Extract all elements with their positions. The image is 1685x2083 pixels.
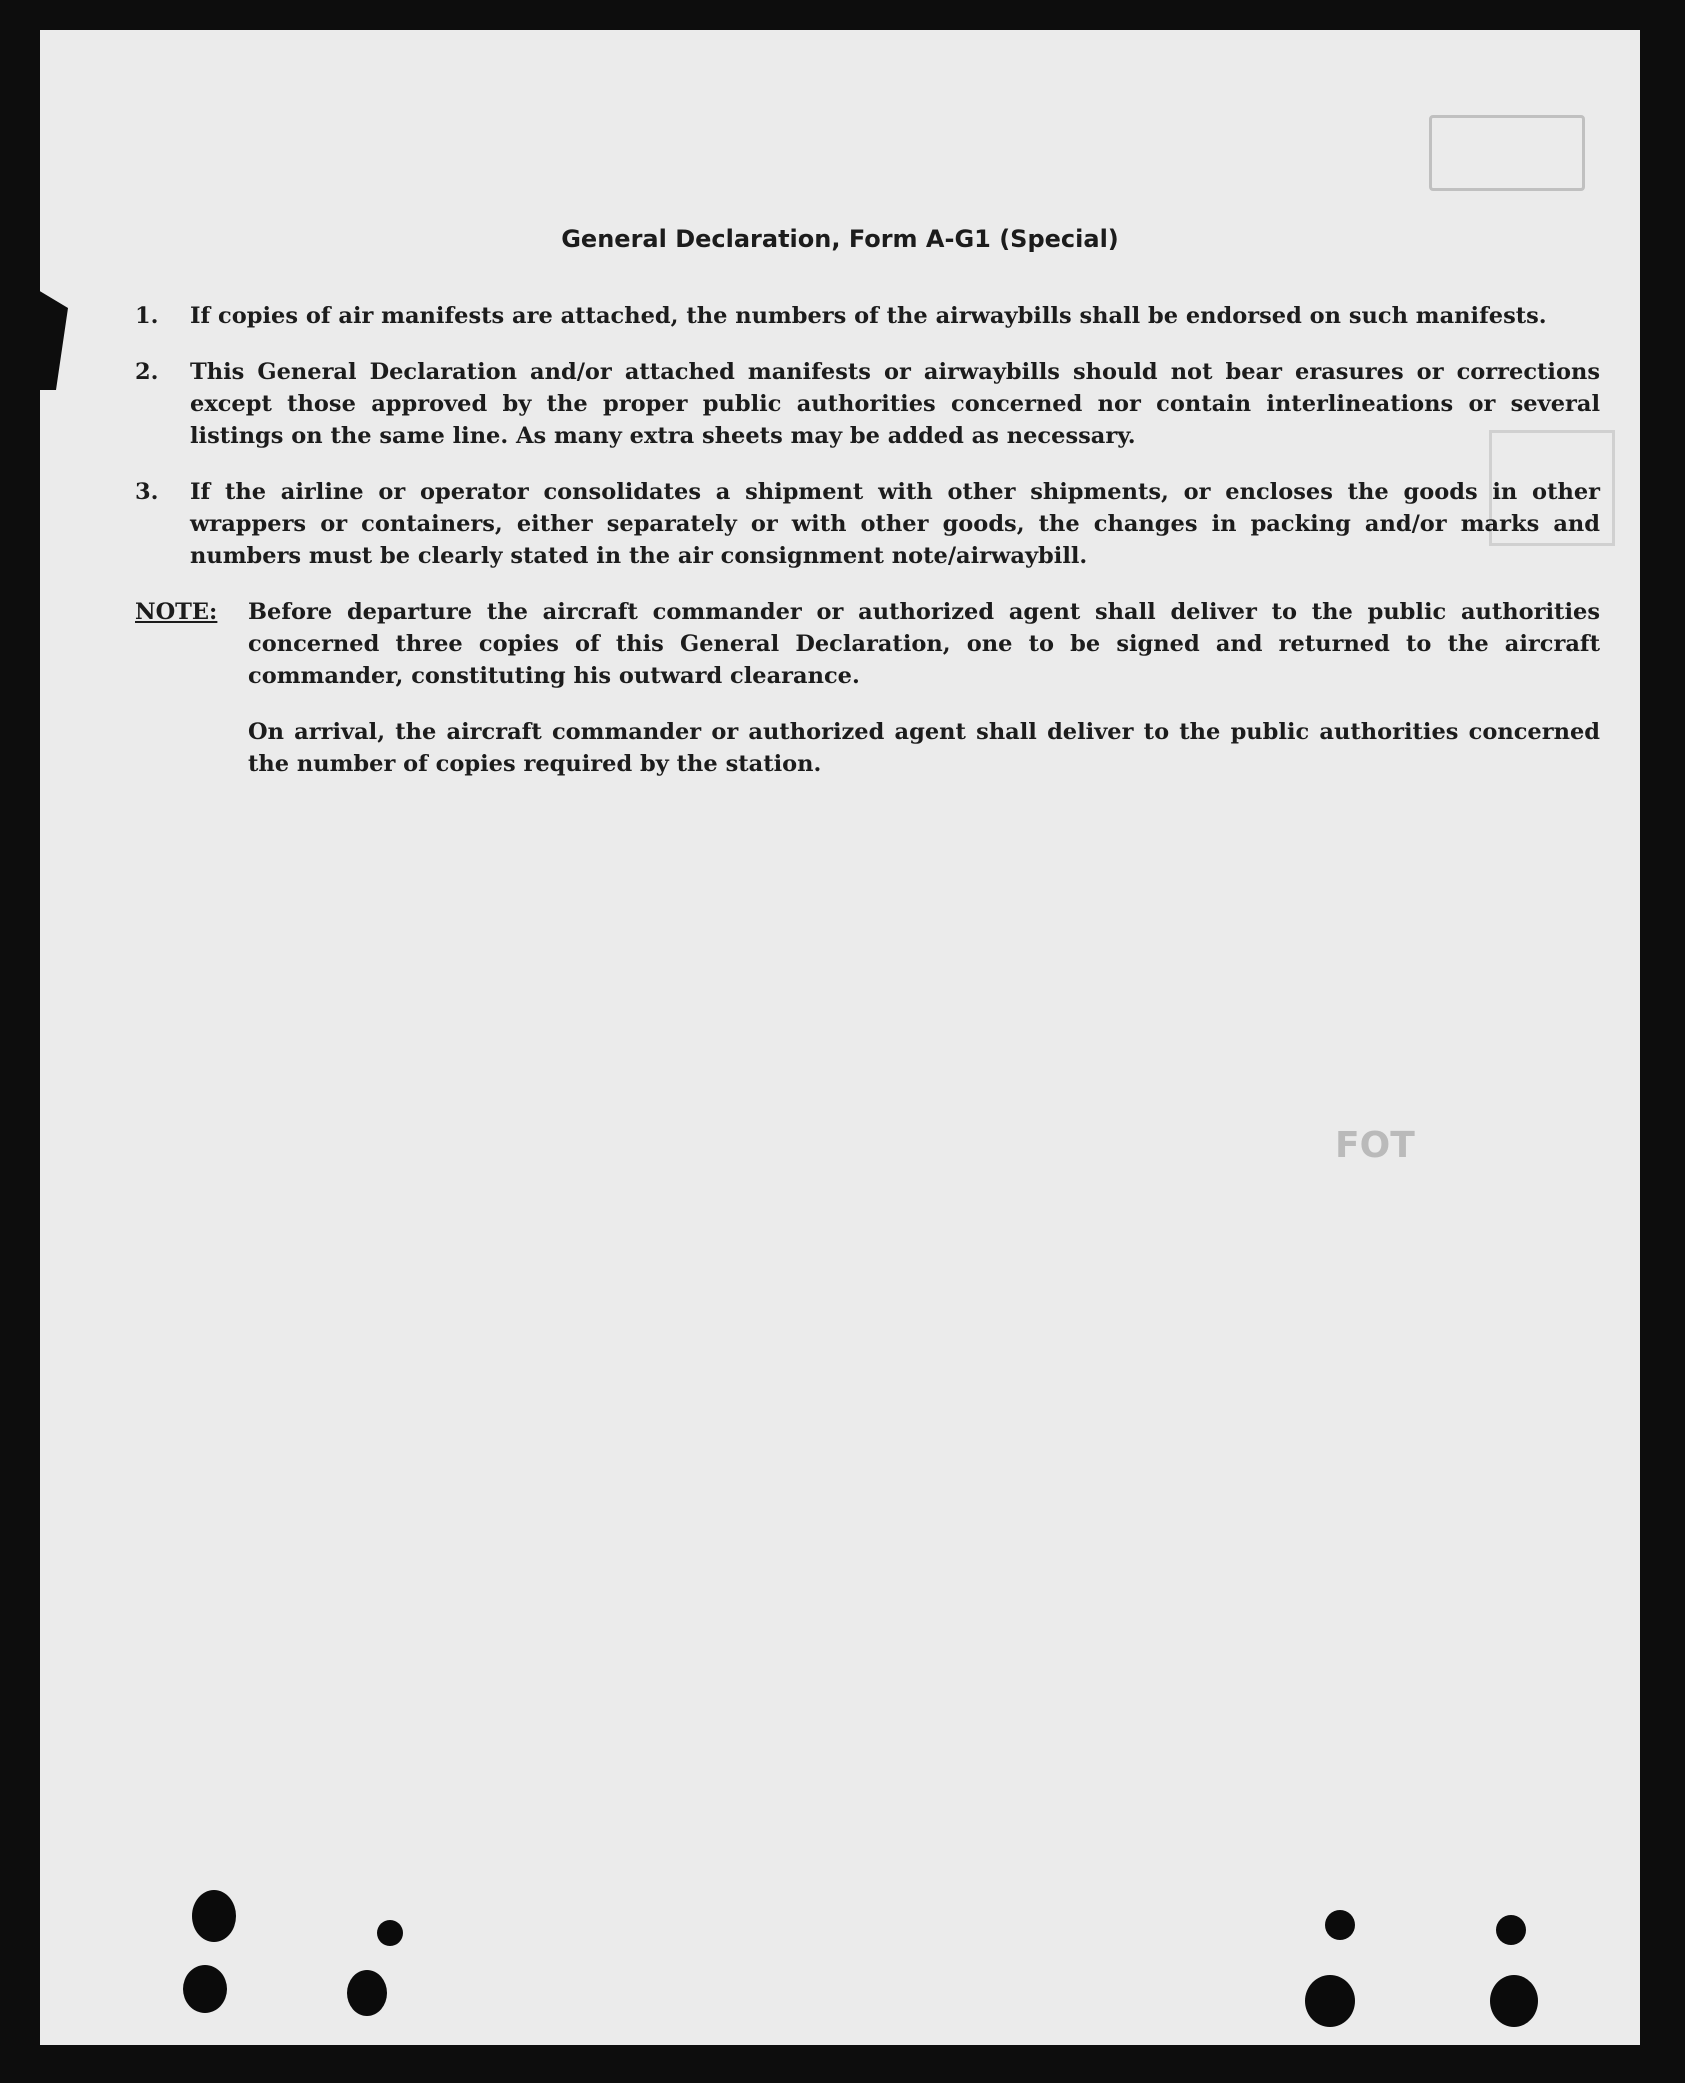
faded-stamp [1429,115,1585,191]
punch-hole [183,1965,227,2013]
item-text: If copies of air manifests are attached, the numbers of the airwaybills shall be endorsed on such manifests. [190,303,1547,329]
bleed-through-mark: FOT [1335,1125,1415,1166]
page-title: General Declaration, Form A-G1 (Special) [561,225,1119,253]
punch-hole [1325,1910,1355,1940]
punch-hole [1305,1975,1355,2027]
punch-hole [192,1890,236,1942]
list-item [135,300,1600,332]
list-item [135,476,1600,572]
document-page [40,30,1640,2045]
punch-hole [1490,1975,1538,2027]
note-paragraph: On arrival, the aircraft commander or authorized agent shall deliver to the public authorities concerned the number of copies required by the station. [248,719,1600,777]
item-number: 2. [135,359,159,385]
list-item [135,356,1600,452]
instructions-list [135,300,1600,804]
note-label: NOTE: [135,599,218,625]
note-body [248,596,1600,804]
torn-edge [38,290,68,390]
note-paragraph: Before departure the aircraft commander or authorized agent shall deliver to the public authorities concerned three copies of this General Declaration, one to be signed and returned to the aircraft commander, constituting his outward clearance. [248,599,1600,689]
punch-hole [377,1920,403,1946]
punch-hole [1496,1915,1526,1945]
note-section [135,596,1600,804]
item-number: 3. [135,479,159,505]
punch-hole [347,1970,387,2016]
item-text: This General Declaration and/or attached manifests or airwaybills should not bear erasures or corrections except those approved by the proper public authorities concerned nor contain interlineations or several listings on the same line. As many extra sheets may be added as necessary. [190,359,1600,449]
item-text: If the airline or operator consolidates a shipment with other shipments, or encloses the goods in other wrappers or containers, either separately or with other goods, the changes in packing and/or marks and numbers must be clearly stated in the air consignment note/airwaybill. [190,479,1600,569]
item-number: 1. [135,303,159,329]
